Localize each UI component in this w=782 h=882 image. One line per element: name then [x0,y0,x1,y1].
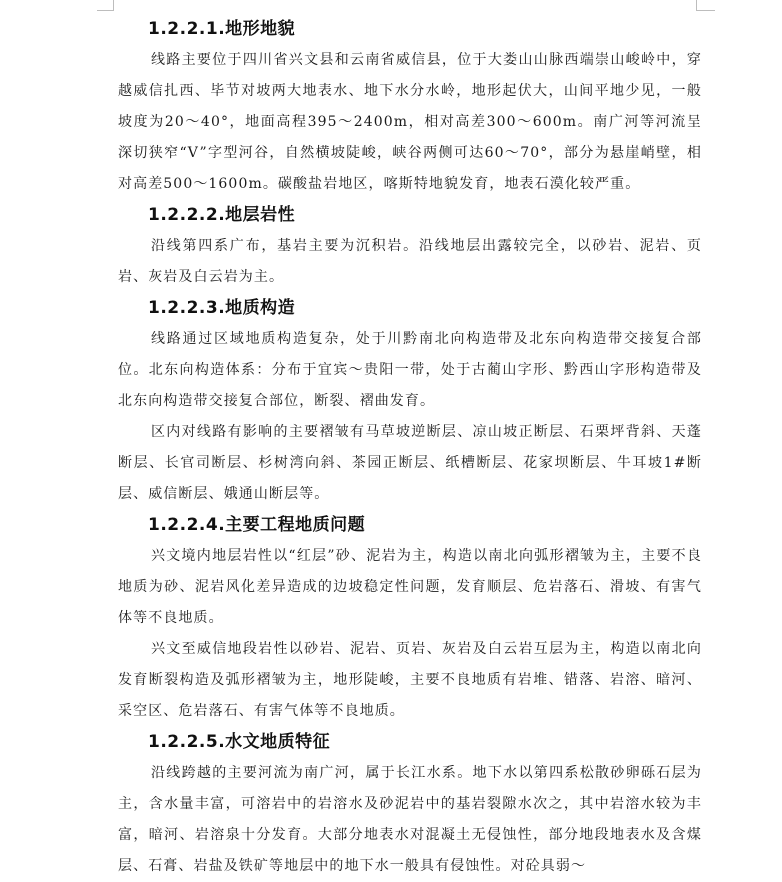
paragraph: 区内对线路有影响的主要褶皱有马草坡逆断层、凉山坡正断层、石栗坪背斜、天蓬断层、长官司断层、杉树湾向斜、茶园正断层、纸槽断层、花家坝断层、牛耳坡1#断层、威信断层、娥通山断层等。 [118,424,702,502]
section-geologic-structure [118,293,702,510]
paragraph: 兴文至威信地段岩性以砂岩、泥岩、页岩、灰岩及白云岩互层为主，构造以南北向发育断裂构造及弧形褶皱为主，地形陡峻，主要不良地质有岩堆、错落、岩溶、暗河、采空区、危岩落石、有害气体等不良地质。 [118,641,702,719]
page-corner-mark-right [696,0,715,11]
section-heading: 1.2.2.1.地形地貌 [148,19,296,39]
document-body [118,14,702,882]
section-heading: 1.2.2.3.地质构造 [148,298,296,318]
section-hydrogeology [118,727,702,882]
paragraph: 沿线跨越的主要河流为南广河，属于长江水系。地下水以第四系松散砂卵砾石层为主，含水量丰富，可溶岩中的岩溶水及砂泥岩中的基岩裂隙水次之，其中岩溶水较为丰富，暗河、岩溶泉十分发育。大部分地表水对混凝土无侵蚀性，部分地段地表水及含煤层、石膏、岩盐及铁矿等地层中的地下水一般具有侵蚀性。对砼具弱～ [118,765,702,874]
section-terrain [118,14,702,200]
section-heading: 1.2.2.4.主要工程地质问题 [148,515,366,535]
section-heading: 1.2.2.5.水文地质特征 [148,732,331,752]
paragraph: 兴文境内地层岩性以“红层”砂、泥岩为主，构造以南北向弧形褶皱为主，主要不良地质为砂、泥岩风化差异造成的边坡稳定性问题，发育顺层、危岩落石、滑坡、有害气体等不良地质。 [118,548,702,626]
paragraph: 沿线第四系广布，基岩主要为沉积岩。沿线地层出露较完全，以砂岩、泥岩、页岩、灰岩及白云岩为主。 [118,238,702,285]
section-engineering-geology-issues [118,510,702,727]
section-heading: 1.2.2.2.地层岩性 [148,205,296,225]
paragraph: 线路主要位于四川省兴文县和云南省威信县，位于大娄山山脉西端崇山峻岭中，穿越威信扎西、毕节对坡两大地表水、地下水分水岭，地形起伏大，山间平地少见，一般坡度为20～40°，地面高程395～2400m，相对高差300～600m。南广河等河流呈深切狭窄“V”字型河谷，自然横坡陡峻，峡谷两侧可达60～70°，部分为悬崖峭壁，相对高差500～1600m。碳酸盐岩地区，喀斯特地貌发育，地表石漠化较严重。 [118,52,702,192]
page-corner-mark-left [97,0,114,11]
section-stratum-lithology [118,200,702,293]
paragraph: 线路通过区域地质构造复杂，处于川黔南北向构造带及北东向构造带交接复合部位。北东向构造体系：分布于宜宾～贵阳一带，处于古蔺山字形、黔西山字形构造带及北东向构造带交接复合部位，断裂、褶曲发育。 [118,331,702,409]
